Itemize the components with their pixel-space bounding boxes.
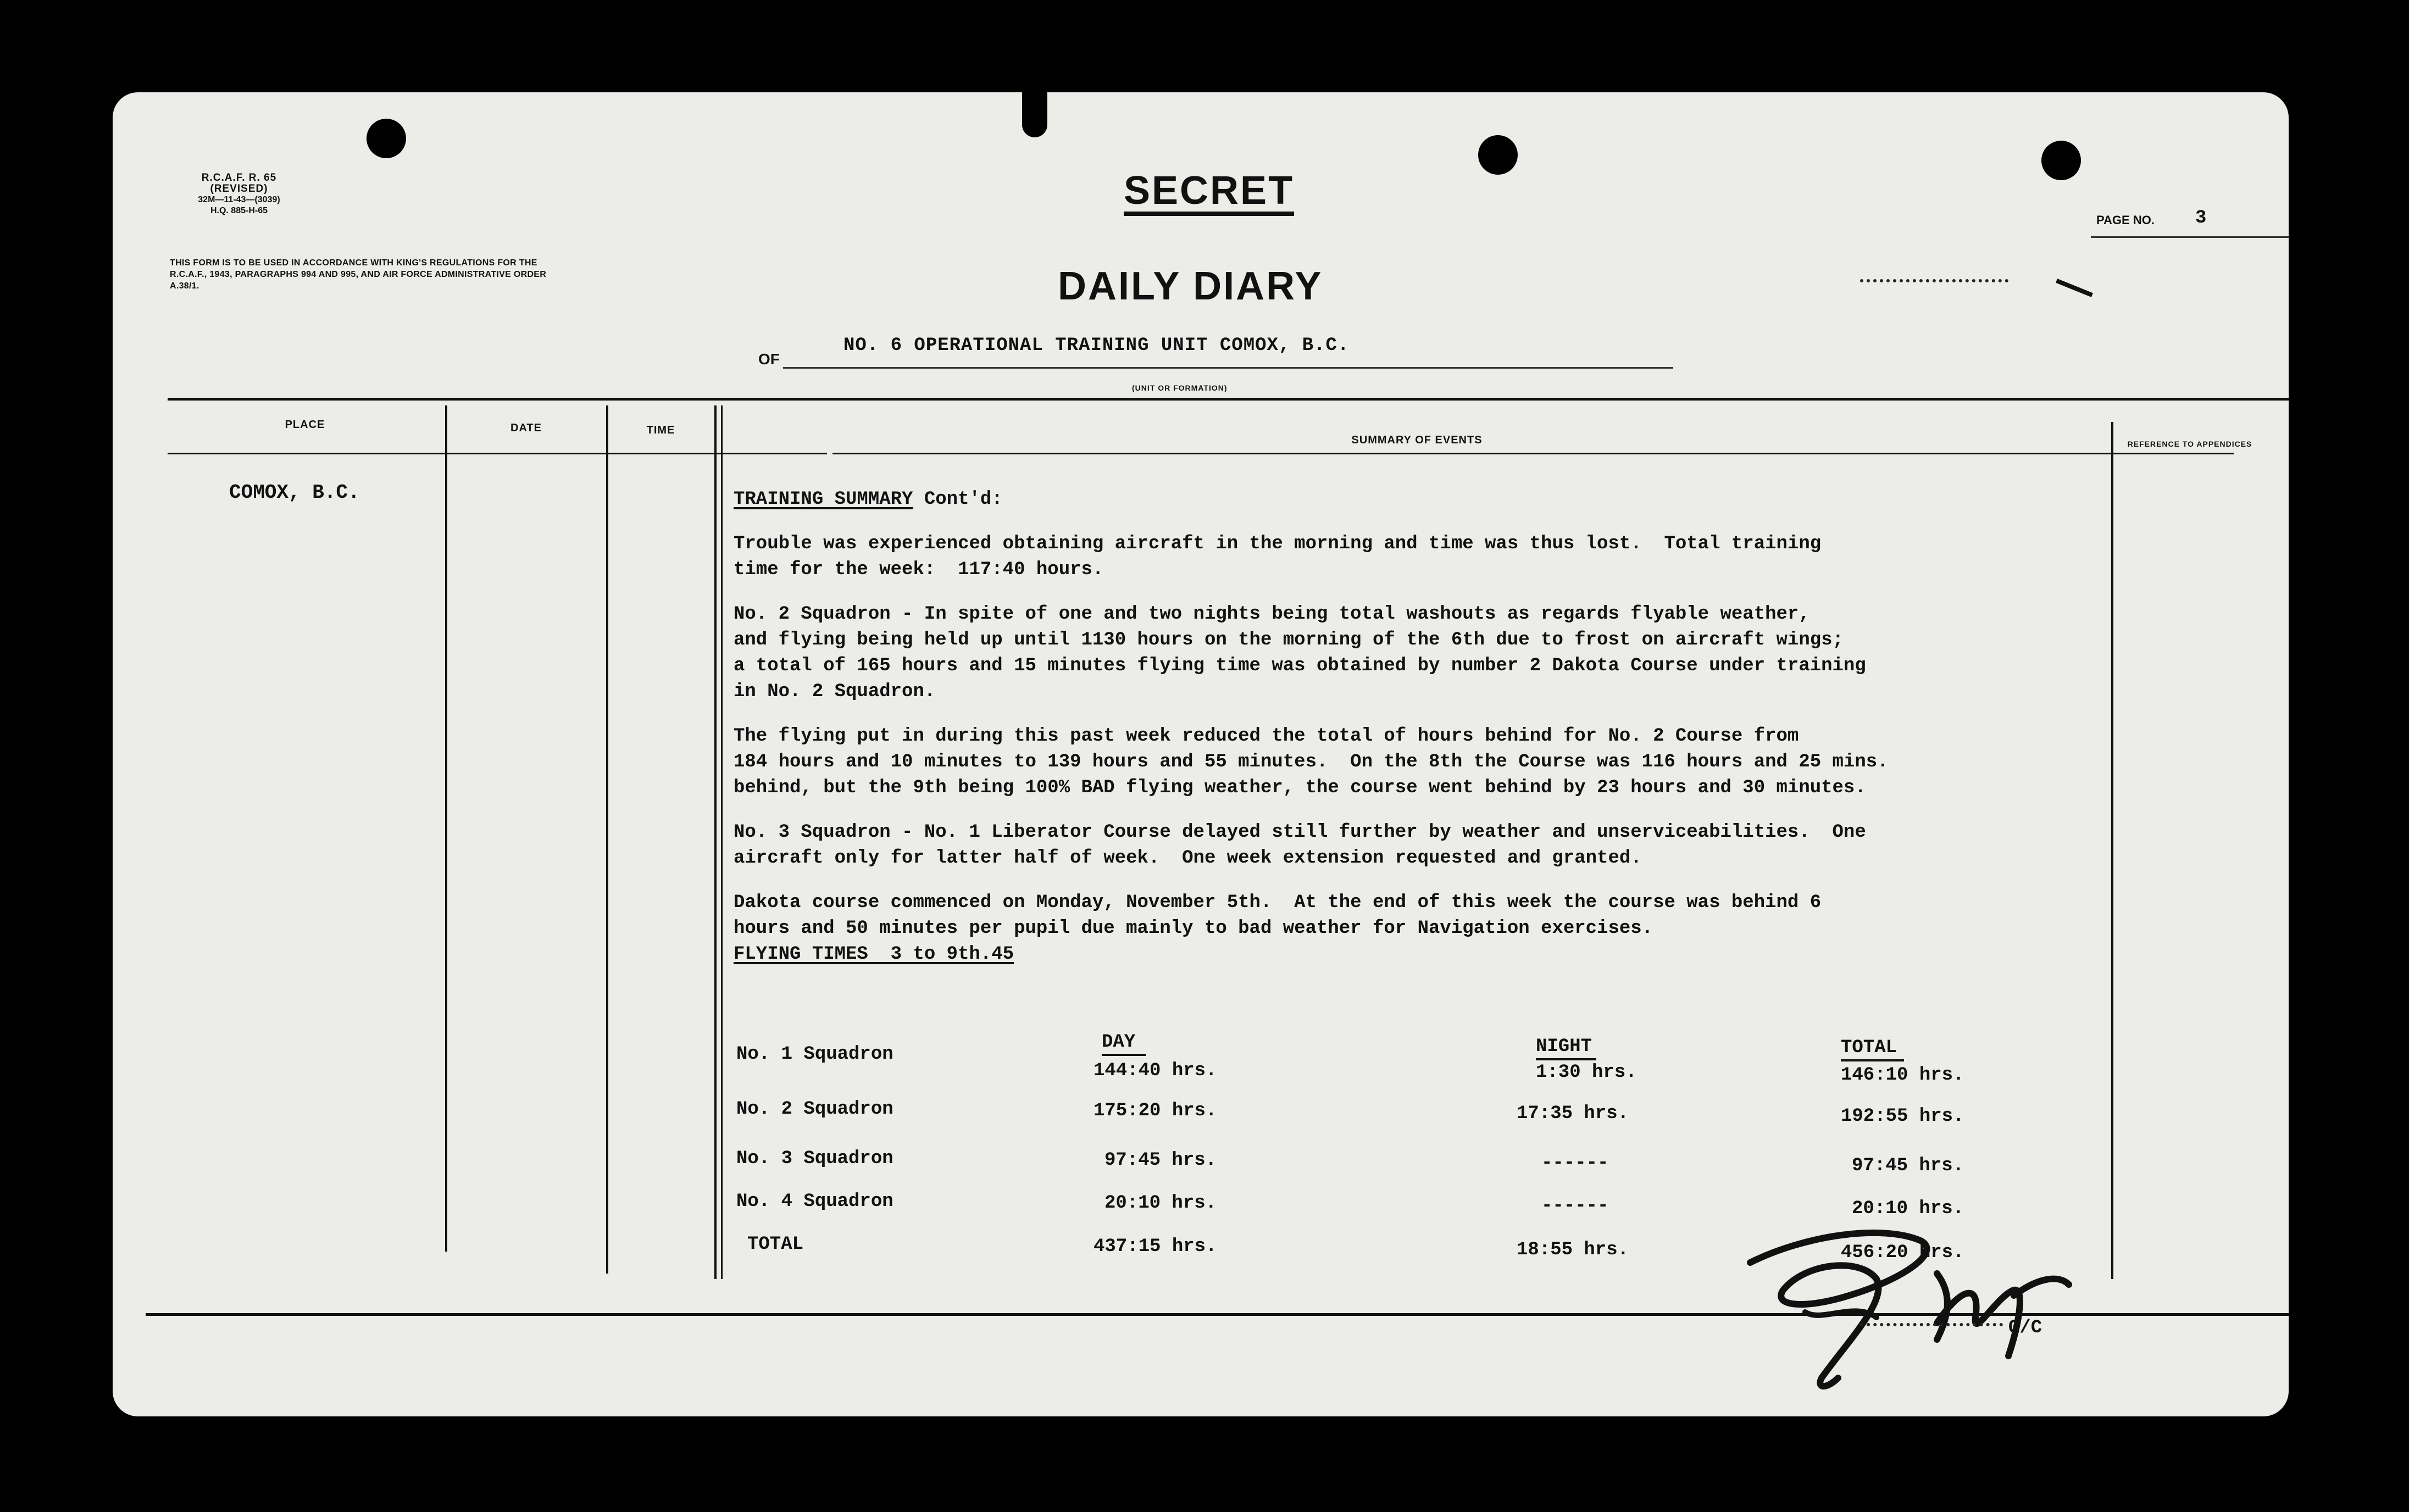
- column-header-date: DATE: [510, 422, 542, 434]
- diary-form-sheet: [113, 92, 2289, 1416]
- column-divider: [714, 405, 717, 1279]
- paragraph-line: Trouble was experienced obtaining aircraft in the morning and time was thus lost. Total training: [734, 533, 1822, 554]
- unit-caption: (UNIT OR FORMATION): [1132, 383, 1228, 392]
- column-header-place: PLACE: [285, 419, 325, 431]
- ft-row-night: ------: [1541, 1196, 1609, 1216]
- table-header-rule: [832, 453, 2234, 454]
- ft-row-total: 456:20 hrs.: [1841, 1242, 1964, 1263]
- paragraph-line: a total of 165 hours and 15 minutes flying time was obtained by number 2 Dakota Course under training: [734, 655, 1866, 676]
- dotted-line: [1860, 279, 2008, 282]
- of-label: OF: [758, 351, 780, 368]
- page-title: DAILY DIARY: [1058, 264, 1323, 308]
- page-number-label: PAGE NO.: [2096, 213, 2155, 227]
- table-top-rule: [168, 398, 2289, 401]
- pen-mark: [2056, 279, 2093, 297]
- paragraph-line: behind, but the 9th being 100% BAD flying weather, the course went behind by 23 hours and 30 minutes.: [734, 777, 1866, 798]
- unit-name: NO. 6 OPERATIONAL TRAINING UNIT COMOX, B.C.: [843, 335, 1350, 356]
- ft-row-day: 97:45 hrs.: [1104, 1150, 1217, 1171]
- total-header: TOTAL: [1841, 1037, 1897, 1058]
- divider: [2091, 236, 2289, 238]
- ft-row-total: 146:10 hrs.: [1841, 1065, 1964, 1086]
- ft-row-night: 18:55 hrs.: [1517, 1239, 1629, 1260]
- form-code: R.C.A.F. R. 65 (REVISED) 32M—11-43—(3039) H.Q. 885-H-65: [198, 172, 280, 215]
- paragraph-line: time for the week: 117:40 hours.: [734, 559, 1104, 580]
- entry-place: COMOX, B.C.: [229, 481, 360, 504]
- section-heading: TRAINING SUMMARY Cont'd:: [734, 489, 1003, 510]
- punch-hole: [2041, 141, 2081, 180]
- paragraph-line: The flying put in during this past week reduced the total of hours behind for No. 2 Course from: [734, 726, 1799, 747]
- paragraph-line: No. 2 Squadron - In spite of one and two nights being total washouts as regards flyable weather,: [734, 604, 1810, 625]
- ft-row-unit: No. 3 Squadron: [736, 1148, 893, 1169]
- punch-notch: [1022, 92, 1047, 137]
- ft-row-day: 20:10 hrs.: [1104, 1193, 1217, 1214]
- paragraph-line: hours and 50 minutes per pupil due mainly to bad weather for Navigation exercises.: [734, 918, 1653, 939]
- ft-row-total: 20:10 hrs.: [1852, 1198, 1964, 1219]
- punch-hole: [1478, 135, 1518, 175]
- column-header-time: TIME: [646, 424, 675, 436]
- divider: [783, 367, 1673, 369]
- flying-times-heading: FLYING TIMES 3 to 9th.45: [734, 944, 1014, 965]
- punch-hole: [367, 119, 406, 158]
- ft-row-night: ------: [1541, 1153, 1609, 1174]
- classification-stamp: SECRET: [1124, 169, 1295, 213]
- header-underline: [1536, 1058, 1596, 1060]
- header-underline: [1841, 1059, 1904, 1061]
- signature-title: O/C: [2008, 1318, 2042, 1338]
- ft-row-total: 97:45 hrs.: [1852, 1155, 1964, 1176]
- ft-row-unit: No. 1 Squadron: [736, 1044, 893, 1065]
- column-divider: [2111, 422, 2113, 1279]
- ft-row-night: 17:35 hrs.: [1517, 1103, 1629, 1124]
- page-number: 3: [2195, 208, 2207, 229]
- paragraph-line: Dakota course commenced on Monday, November 5th. At the end of this week the course was behind 6: [734, 892, 1822, 913]
- ft-row-unit: No. 4 Squadron: [736, 1191, 893, 1212]
- paragraph-line: in No. 2 Squadron.: [734, 681, 936, 702]
- ft-row-total: 192:55 hrs.: [1841, 1106, 1964, 1127]
- ft-row-unit: TOTAL: [747, 1234, 804, 1255]
- paragraph-line: 184 hours and 10 minutes to 139 hours and 55 minutes. On the 8th the Course was 116 hours and 25 mins.: [734, 752, 1889, 772]
- ft-row-day: 144:40 hrs.: [1094, 1060, 1217, 1081]
- signature-dotted-line: [1860, 1323, 2003, 1326]
- column-divider: [606, 405, 608, 1274]
- ft-row-night: 1:30 hrs.: [1536, 1062, 1637, 1083]
- ft-row-unit: No. 2 Squadron: [736, 1099, 893, 1120]
- paragraph-line: and flying being held up until 1130 hours on the morning of the 6th due to frost on aircraft wings;: [734, 630, 1844, 651]
- summary-of-events: [734, 487, 2107, 968]
- ft-row-day: 175:20 hrs.: [1094, 1100, 1217, 1121]
- paragraph-line: No. 3 Squadron - No. 1 Liberator Course delayed still further by weather and unserviceabilities. One: [734, 822, 1866, 843]
- column-header-summary: SUMMARY OF EVENTS: [1351, 434, 1483, 446]
- paragraph-line: aircraft only for latter half of week. One week extension requested and granted.: [734, 848, 1642, 869]
- column-divider: [445, 405, 447, 1252]
- form-instructions: THIS FORM IS TO BE USED IN ACCORDANCE WITH KING'S REGULATIONS FOR THE R.C.A.F., 1943, PARAGRAPHS 994 AND 995, AND AIR FORCE ADMINISTRATIVE ORDER A.38/1.: [170, 258, 547, 291]
- commanding-officer-signature: [1739, 1213, 2102, 1405]
- column-header-reference: REFERENCE TO APPENDICES: [2127, 440, 2252, 448]
- header-underline: [1102, 1054, 1146, 1056]
- day-header: DAY: [1102, 1032, 1136, 1053]
- column-divider: [721, 405, 723, 1279]
- ft-row-day: 437:15 hrs.: [1094, 1236, 1217, 1257]
- table-header-rule: [168, 453, 827, 454]
- night-header: NIGHT: [1536, 1036, 1592, 1057]
